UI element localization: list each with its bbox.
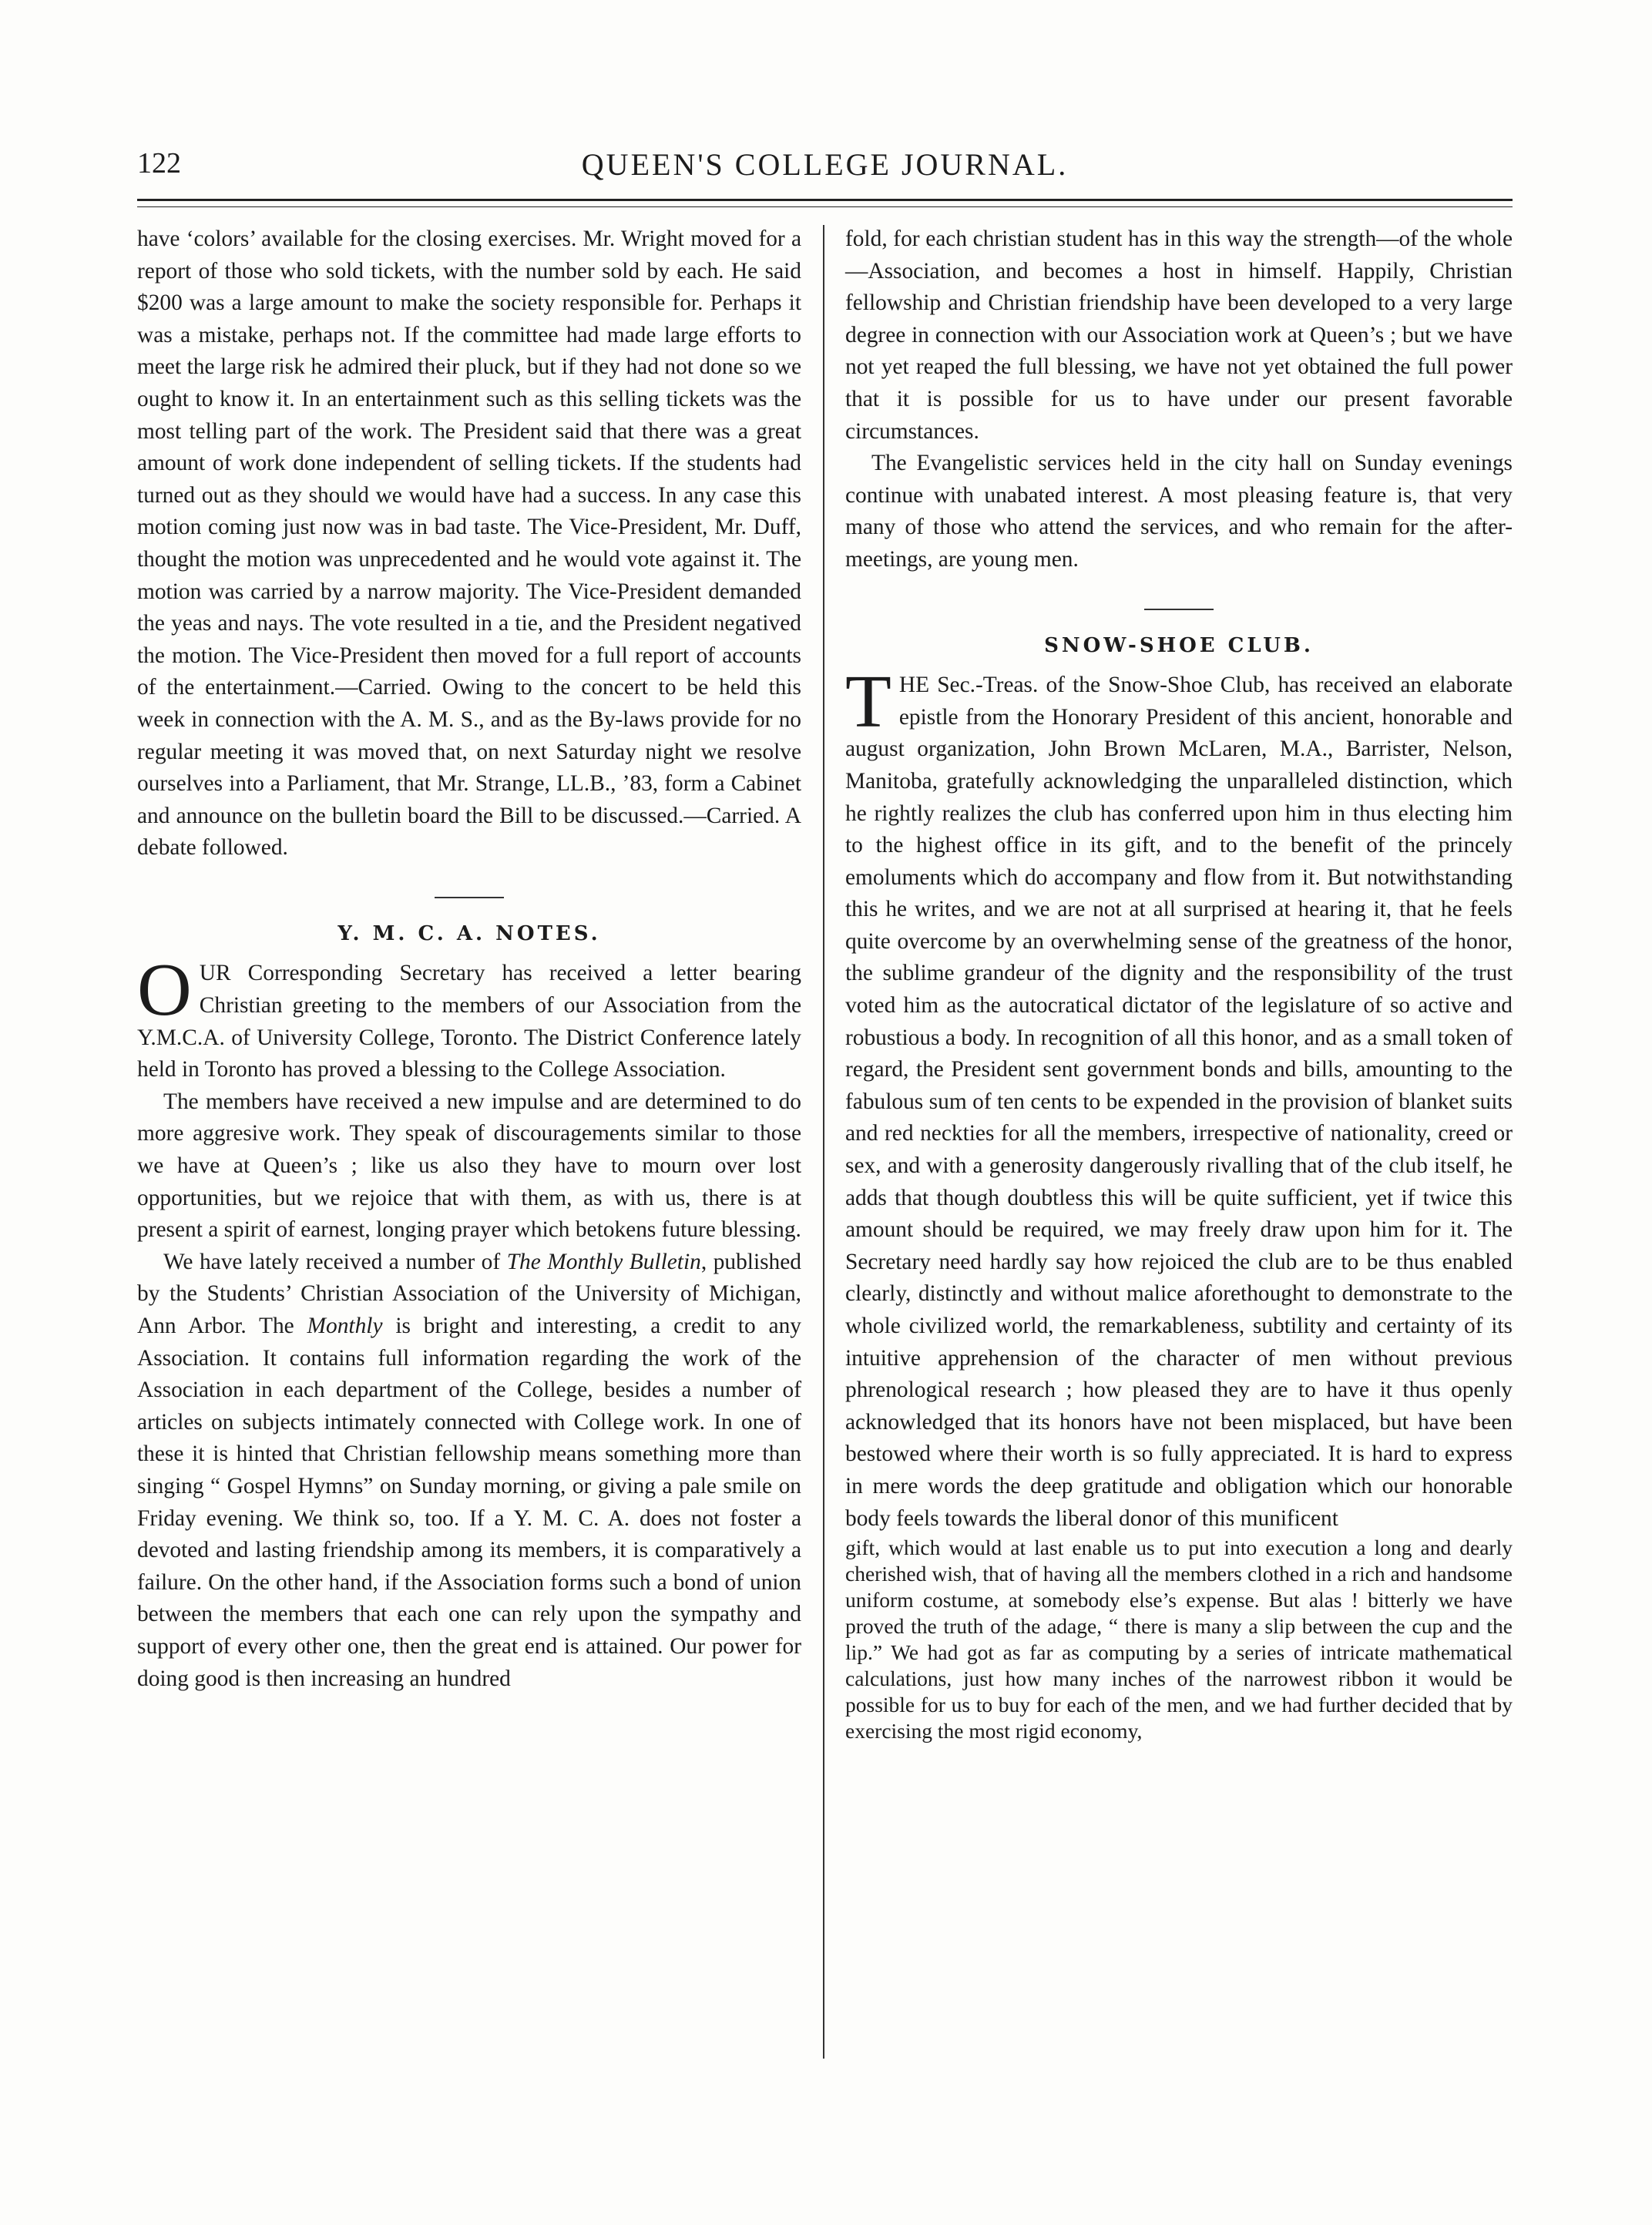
header-rule-thin bbox=[137, 206, 1513, 207]
header-rule-thick bbox=[137, 199, 1513, 201]
ymca-drop-cap: O bbox=[137, 948, 192, 1032]
ymca-paragraph-1-text: UR Corresponding Secretary has received a letter bearing Christian greeting to the members of our Association from the Y.M.C.A. of University College, Toronto. The District Conference lately held in Toronto has proved a blessing to the College Association. bbox=[137, 961, 801, 1082]
left-column bbox=[137, 223, 801, 1695]
ymca-paragraph-3 bbox=[137, 1247, 801, 1695]
journal-title: QUEEN'S COLLEGE JOURNAL. bbox=[581, 147, 1069, 182]
column-divider bbox=[823, 225, 824, 2059]
snow-shoe-drop-cap: T bbox=[845, 660, 891, 744]
snow-shoe-paragraph-continued: gift, which would at last enable us to put into execution a long and dearly cherished wish, that of having all the members clothed in a rich and handsome uniform costume, at somebody else’s expense. But alas ! bitterly we have proved the truth of the adage, “ there is many a slip between the cup and the lip.” We had got as far as computing by a series of intricate mathematical calculations, just how many inches of the narrowest ribbon it would be possible for us to buy for each of the men, and we had further decided that by exercising the most rigid economy, bbox=[845, 1535, 1513, 1743]
right-column bbox=[845, 223, 1513, 1744]
publication-short-title: Monthly bbox=[307, 1314, 383, 1338]
evangelistic-services-paragraph: The Evangelistic services held in the city hall on Sunday evenings continue with unabated interest. A most pleasing feature is, that very many of those who attend the services, and who remain for the after-meetings, are young men. bbox=[845, 451, 1513, 572]
ymca-notes-heading: Y. M. C. A. NOTES. bbox=[337, 921, 601, 945]
snow-shoe-paragraph-text: HE Sec.-Treas. of the Snow-Shoe Club, has received an elaborate epistle from the Honorary President of this ancient, honorable and august organization, John Brown McLaren, M.A., Barrister, Nelson, Manitoba, gratefully acknowledging the unparalleled distinction, which he rightly realizes the club has conferred upon him in thus electing him to the highest office in its gift, and to the benefit of the princely emoluments which do accompany and flow from it. But notwithstanding this he writes, and we are not at all surprised at hearing it, that he feels quite overcome by an overwhelming sense of the greatness of the honor, the sublime grandeur of the dignity and the responsibility of the trust voted him as the autocratical dictator of the legislature of so active and robustious a body. In recognition of all this honor, and as a small token of regard, the President sent government bonds and bills, amounting to the fabulous sum of ten cents to be expended in the provision of blanket suits and red neckties for all the members, irrespective of nationality, creed or sex, and with a generosity dangerously rivalling that of the club itself, he adds that though doubtless this will be quite sufficient, yet if twice this amount should be required, we may freely draw upon him for it. The Secretary need hardly say how rejoiced the club are to be thus enabled clearly, distinctly and without malice aforethought to demonstrate to the whole civilized world, the remarkableness, subtility and certainty of its intuitive apprehension of the character of men without previous phrenological research ; how pleased they are to have it thus openly acknowledged that its honors have not been misplaced, but have been bestowed where their worth is so fully appreciated. It is hard to express in mere words the deep gratitude and obligation which our honorable body feels towards the liberal donor of this munificent bbox=[845, 673, 1513, 1531]
snow-shoe-paragraph bbox=[845, 660, 1513, 1535]
ymca-p3-text-c: is bright and interesting, a credit to any Association. It contains full information regarding the work of the Association in each department of the College, besides a number of articles on subjects intimately connected with College work. In one of these it is hinted that Christian fellowship means something more than singing “ Gospel Hymns” on Sunday morning, or giving a pale smile on Friday evening. We think so, too. If a Y. M. C. A. does not foster a devoted and lasting friendship among its members, it is comparatively a failure. On the other hand, if the Association forms such a bond of union between the members that each one can rely upon the sympathy and support of every other one, then the great end is attained. Our power for doing good is then increasing an hundred bbox=[137, 1314, 801, 1691]
section-divider bbox=[1144, 609, 1214, 610]
section-divider bbox=[435, 897, 504, 898]
ymca-p3-text-a: We have lately received a number of bbox=[163, 1249, 507, 1274]
ymca-paragraph-2: The members have received a new impulse and are determined to do more aggresive work. They speak of discouragements similar to those we have at Queen’s ; like us also they have to mourn over lost opportunities, but we rejoice that with them, as with us, there is at present a spirit of earnest, longing prayer which betokens future blessing. bbox=[137, 1089, 801, 1243]
ymca-continuation-paragraph: fold, for each christian student has in this way the strength—of the whole—Association, and becomes a host in himself. Happily, Christian fellowship and Christian friendship have been developed to a very large degree in connection with our Association work at Queen’s ; but we have not yet reaped the full blessing, we have not yet obtained the full power that it is possible for us to have under our present favorable circumstances. bbox=[845, 227, 1513, 444]
page-header bbox=[137, 146, 1513, 193]
publication-title: The Monthly Bulletin bbox=[506, 1249, 701, 1274]
snow-shoe-club-heading: SNOW-SHOE CLUB. bbox=[1044, 633, 1314, 657]
ymca-p3-text-b: , published by the Students’ Christian Association of the University of Michigan, Ann Arbor. The bbox=[137, 1249, 801, 1338]
ymca-paragraph-1 bbox=[137, 948, 801, 1086]
ams-meeting-paragraph: have ‘colors’ available for the closing exercises. Mr. Wright moved for a report of those who sold tickets, with the number sold by each. He said $200 was a large amount to make the society responsible for. Perhaps it was a mistake, perhaps not. If the committee had made large efforts to meet the large risk he admired their pluck, but if they had not done so we ought to know it. In an entertainment such as this selling tickets was the most telling part of the work. The President said that there was a great amount of work done independent of selling tickets. If the students had turned out as they should we would have had a success. In any case this motion coming just now was in bad taste. The Vice-President, Mr. Duff, thought the motion was unprecedented and he would vote against it. The motion was carried by a narrow majority. The Vice-President demanded the yeas and nays. The vote resulted in a tie, and the President negatived the motion. The Vice-President then moved for a full report of accounts of the entertainment.—Carried. Owing to the concert to be held this week in connection with the A. M. S., and as the By-laws provide for no regular meeting it was moved that, on next Saturday night we resolve ourselves into a Parliament, that Mr. Strange, LL.B., ’83, form a Cabinet and announce on the bulletin board the Bill to be discussed.—Carried. A debate followed. bbox=[137, 227, 801, 861]
page-number: 122 bbox=[137, 147, 181, 180]
